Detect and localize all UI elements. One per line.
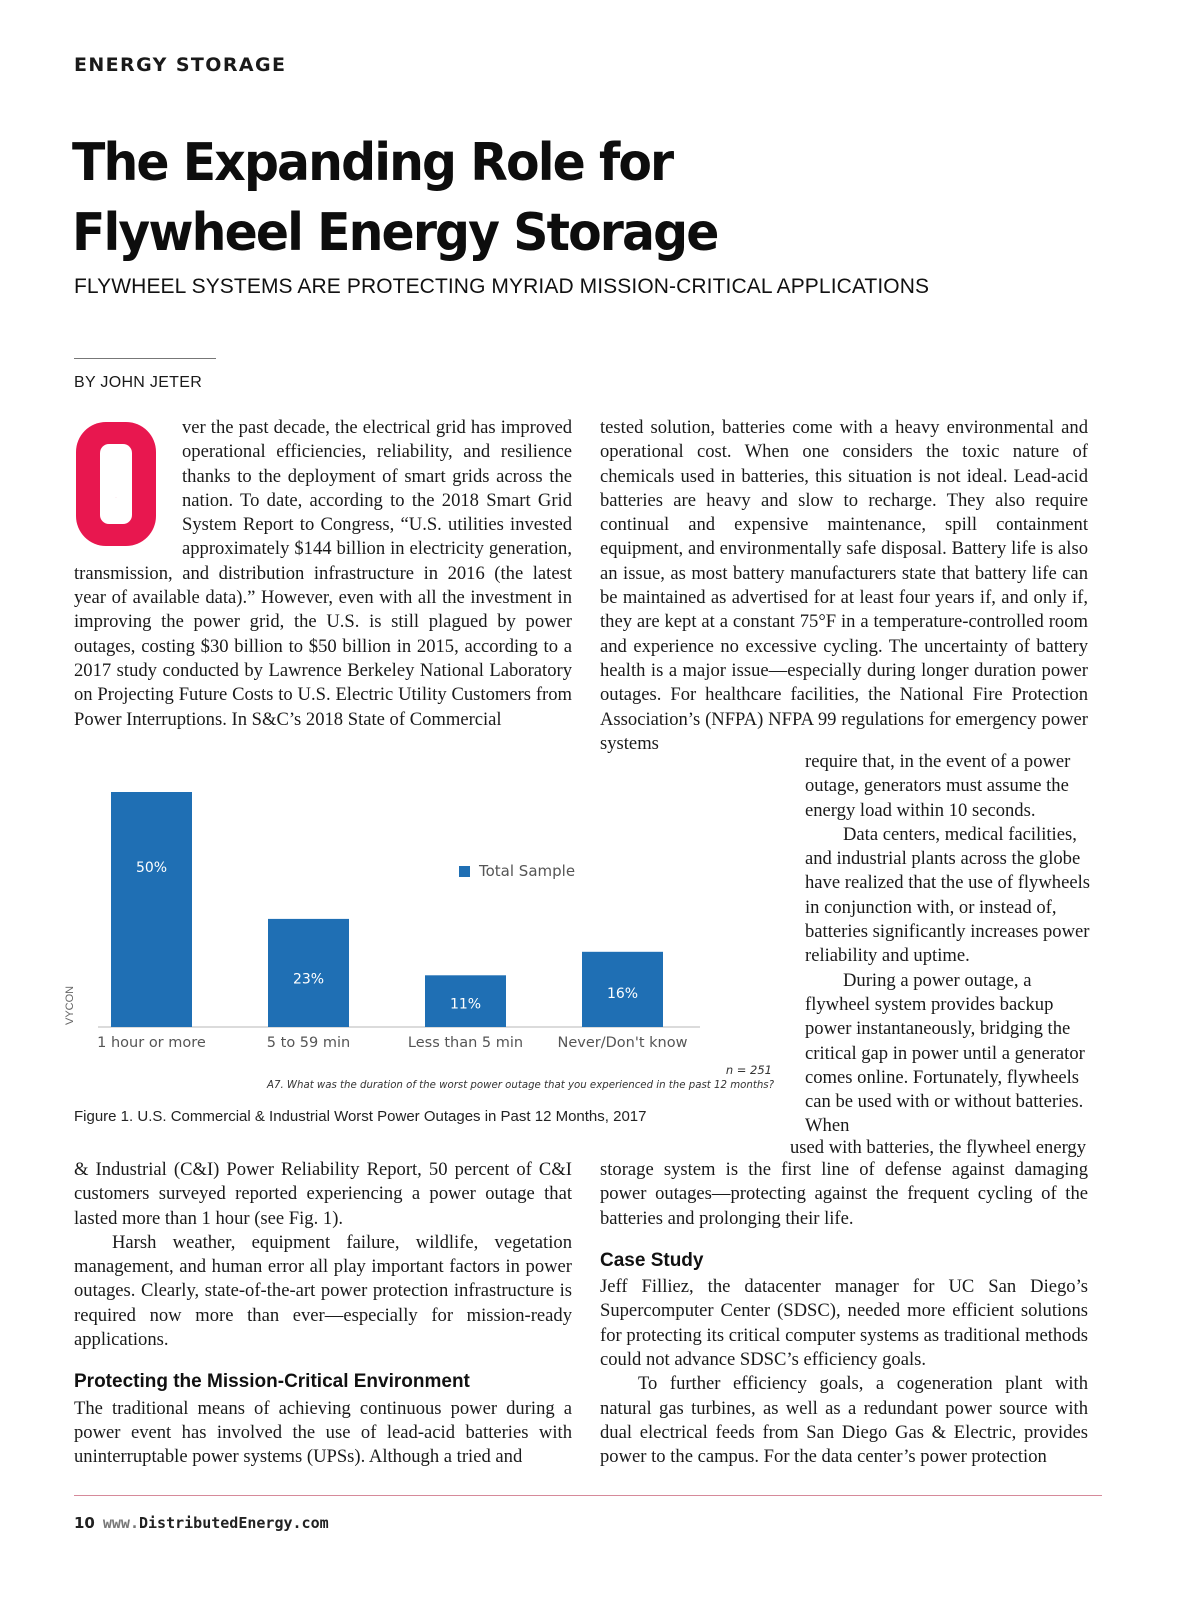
category-label-2: Less than 5 min xyxy=(407,1035,524,1051)
right-column-wrap xyxy=(805,750,1095,1139)
byline: BY JOHN JETER xyxy=(74,374,203,391)
byline-divider xyxy=(74,358,216,359)
traditional-means-paragraph: The traditional means of achieving continuous power during a power event has involved the use of lead-acid batteries with uninterruptable power systems (UPSs). Although a tried and xyxy=(74,1397,572,1468)
bar-chart xyxy=(56,780,786,1110)
drop-cap-glyph xyxy=(72,418,160,550)
category-label-0: 1 hour or more xyxy=(97,1035,206,1051)
outage-paragraph: During a power outage, a flywheel system provides backup power instantaneously, bridging the critical gap in power until a generator comes online. Fortunately, flywheels can be used with or without batteries. When xyxy=(805,969,1085,1137)
article-title xyxy=(72,128,786,268)
legend-label: Total Sample xyxy=(479,862,576,880)
causes-paragraph: Harsh weather, equipment failure, wildlife, vegetation management, and human error all play important factors in power outages. Clearly, state-of-the-art power protection infrastructure is required now more than ever—especially for mission-ready applications. xyxy=(74,1231,572,1351)
nfpa-paragraph: require that, in the event of a power outage, generators must assume the energy load within 10 seconds. xyxy=(805,751,1071,821)
left-column-bottom xyxy=(74,1158,572,1470)
first-line-defense-paragraph: storage system is the first line of defense against damaging power outages—protecting against the frequent cycling of the batteries and prolonging their life. xyxy=(600,1159,1088,1229)
footer-www: www. xyxy=(102,1514,139,1532)
category-label-3: Never/Don't know xyxy=(557,1035,688,1051)
right-column-wrap-last-line xyxy=(790,1136,1100,1160)
legend-swatch xyxy=(459,866,470,877)
figure-caption: Figure 1. U.S. Commercial & Industrial Worst Power Outages in Past 12 Months, 2017 xyxy=(74,1108,647,1125)
page-number: 10 xyxy=(74,1514,95,1532)
heading-case-study: Case Study xyxy=(600,1249,704,1271)
article-subtitle: FLYWHEEL SYSTEMS ARE PROTECTING MYRIAD MISSION-CRITICAL APPLICATIONS xyxy=(74,275,930,298)
survey-question: A7. What was the duration of the worst power outage that you experienced in the past 12 months? xyxy=(267,1080,774,1091)
drop-cap-letter: O xyxy=(115,498,117,499)
sample-size: n = 251 xyxy=(725,1063,772,1077)
batteries-paragraph: tested solution, batteries come with a heavy environmental and operational cost. When one considers the toxic nature of chemicals used in batteries, this situation is not ideal. Lead-acid batteries are heavy and slow to recharge. They also require continual and expensive maintenance, spill containment equipment, and environmentally safe disposal. Battery life is also an issue, as most battery manufacturers state that battery life can be maintained as advertised for at least four years if, and only if, they are kept at a constant 75°F in a temperature-controlled room and experience no excessive cycling. The uncertainty of battery health is a major issue—especially during longer duration power outages. For healthcare facilities, the National Fire Protection Association’s (NFPA) NFPA 99 regulations for emergency power systems xyxy=(600,417,1088,754)
bar-value-label-2: 11% xyxy=(449,996,482,1013)
case-study-paragraph: Jeff Filliez, the datacenter manager for UC San Diego’s Supercomputer Center (SDSC), needed more efficient solutions for protecting its critical computer systems as traditional methods could not advance SDSC’s efficiency goals. xyxy=(600,1276,1088,1371)
bar-0 xyxy=(111,792,192,1027)
footer-divider xyxy=(74,1495,1102,1496)
bar-value-label-0: 50% xyxy=(135,860,168,876)
report-paragraph: & Industrial (C&I) Power Reliability Report, 50 percent of C&I customers surveyed reported experiencing a power outage that lasted more than 1 hour (see Fig. 1). xyxy=(74,1159,572,1229)
right-column-top xyxy=(600,416,1088,756)
footer-site[interactable]: DistributedEnergy.com xyxy=(139,1514,329,1532)
category-label-1: 5 to 59 min xyxy=(266,1035,351,1051)
title-line-1: The Expanding Role for xyxy=(72,133,673,193)
heading-mission-critical: Protecting the Mission-Critical Environment xyxy=(74,1371,470,1393)
intro-paragraph: ver the past decade, the electrical grid has improved operational efficiencies, reliability, and resilience thanks to the deployment of smart grids across the nation. To date, according to the 2018 Smart Grid System Report to Congress, “U.S. utilities invested approximately $144 billion in electricity generation, transmission, and distribution infrastructure in 2016 (the latest year of available data).” However, even with all the investment in improving the power grid, the U.S. is still plagued by power outages, costing $30 billion to $50 billion in 2015, according to a 2017 study conducted by Lawrence Berkeley National Laboratory on Projecting Future Costs to U.S. Electric Utility Customers from Power Interruptions. In S&C’s 2018 State of Commercial xyxy=(74,417,572,730)
right-column-bottom xyxy=(600,1158,1088,1470)
left-column-top xyxy=(74,416,572,732)
wrap-last-line: used with batteries, the flywheel energy xyxy=(790,1137,1087,1158)
drop-cap xyxy=(72,418,160,550)
page-footer xyxy=(74,1514,329,1532)
figure-1-chart xyxy=(56,780,786,1110)
title-line-2: Flywheel Energy Storage xyxy=(72,203,718,263)
flywheel-adoption-paragraph: Data centers, medical facilities, and industrial plants across the globe have realized that the use of flywheels in conjunction with, or instead of, batteries significantly increases power reliability and uptime. xyxy=(805,823,1090,967)
bar-value-label-1: 23% xyxy=(292,971,325,988)
chart-credit: VYCON xyxy=(64,985,76,1025)
bar-value-label-3: 16% xyxy=(606,986,639,1003)
section-label: ENERGY STORAGE xyxy=(74,54,287,76)
cogeneration-paragraph: To further efficiency goals, a cogeneration plant with natural gas turbines, as well as a redundant power source with dual electrical feeds from San Diego Gas & Electric, provides power to the campus. For the data center’s power protection xyxy=(600,1373,1088,1468)
